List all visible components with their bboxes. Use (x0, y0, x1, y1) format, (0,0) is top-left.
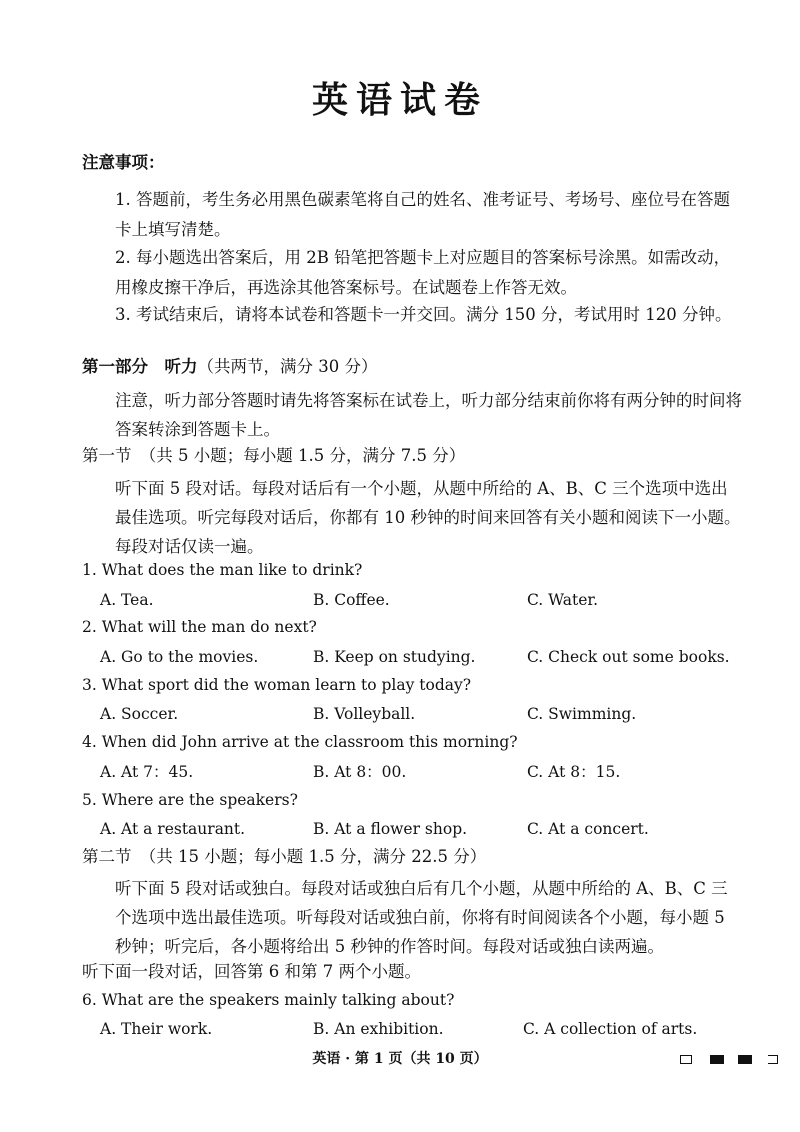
q2-option-b: B. Keep on studying. (313, 648, 476, 666)
part1-heading-note: （共两节，满分 30 分） (197, 357, 378, 376)
q1-option-a: A. Tea. (100, 591, 154, 609)
q6-option-b: B. An exhibition. (313, 1020, 444, 1038)
q1-option-c: C. Water. (527, 591, 599, 609)
part1-title: 第一部分 听力 (82, 357, 198, 376)
question-5: 5. Where are the speakers? (82, 791, 298, 809)
notice-item-1: 1. 答题前，考生务必用黑色碳素笔将自己的姓名、准考证号、考场号、座位号在答题卡上填写清楚。 (115, 190, 730, 239)
question-4: 4. When did John arrive at the classroom this morning? (82, 733, 518, 751)
question-6: 6. What are the speakers mainly talking about? (82, 991, 455, 1009)
solid-mark (710, 1055, 724, 1064)
hollow-mark (680, 1055, 692, 1064)
question-3: 3. What sport did the woman learn to play today? (82, 676, 472, 694)
question-1: 1. What does the man like to drink? (82, 561, 363, 579)
q5-option-b: B. At a flower shop. (313, 820, 468, 838)
part1-heading (82, 356, 742, 378)
notice-item-3: 3. 考试结束后，请将本试卷和答题卡一并交回。满分 150 分，考试用时 120 分钟。 (115, 305, 732, 324)
notice-heading: 注意事项： (82, 153, 165, 172)
section2-instructions: 听下面 5 段对话或独白。每段对话或独白后有几个小题，从题中所给的 A、B、C 三个选项中选出最佳选项。听每段对话或独白前，你将有时间阅读各个小题，每小题 5 秒钟；听完后，各小题将给出 5 秒钟的作答时间。每段对话或独白读两遍。 (115, 879, 728, 956)
q1-option-b: B. Coffee. (313, 591, 390, 609)
page-footer: 英语 · 第 1 页（共 10 页） (312, 1051, 488, 1067)
page-title: 英语试卷 (311, 79, 488, 121)
notice-item-2: 2. 每小题选出答案后，用 2B 铅笔把答题卡上对应题目的答案标号涂黑。如需改动，用橡皮擦干净后，再选涂其他答案标号。在试题卷上作答无效。 (115, 248, 731, 297)
registration-marks (680, 1052, 790, 1066)
bracket-mark (768, 1055, 778, 1064)
section2-sub-instruction: 听下面一段对话，回答第 6 和第 7 两个小题。 (82, 962, 421, 981)
solid-mark (738, 1055, 752, 1064)
q4-option-a: A. At 7：45. (100, 763, 194, 781)
section1-instructions: 听下面 5 段对话。每段对话后有一个小题，从题中所给的 A、B、C 三个选项中选出最佳选项。听完每段对话后，你都有 10 秒钟的时间来回答有关小题和阅读下一小题。每段对话仅读一遍。 (115, 479, 741, 556)
part1-note: 注意，听力部分答题时请先将答案标在试卷上，听力部分结束前你将有两分钟的时间将答案转涂到答题卡上。 (115, 391, 742, 439)
q5-option-c: C. At a concert. (527, 820, 649, 838)
q5-option-a: A. At a restaurant. (100, 820, 246, 838)
q3-option-c: C. Swimming. (527, 705, 637, 723)
section1-heading: 第一节 （共 5 小题；每小题 1.5 分，满分 7.5 分） (82, 446, 466, 465)
question-2: 2. What will the man do next? (82, 618, 317, 636)
q6-option-c: C. A collection of arts. (523, 1020, 698, 1038)
section2-heading: 第二节 （共 15 小题；每小题 1.5 分，满分 22.5 分） (82, 847, 487, 866)
q4-option-c: C. At 8：15. (527, 763, 621, 781)
q2-option-c: C. Check out some books. (527, 648, 730, 666)
q3-option-a: A. Soccer. (100, 705, 179, 723)
q2-option-a: A. Go to the movies. (100, 648, 259, 666)
q4-option-b: B. At 8：00. (313, 763, 407, 781)
q6-option-a: A. Their work. (100, 1020, 213, 1038)
q3-option-b: B. Volleyball. (313, 705, 416, 723)
